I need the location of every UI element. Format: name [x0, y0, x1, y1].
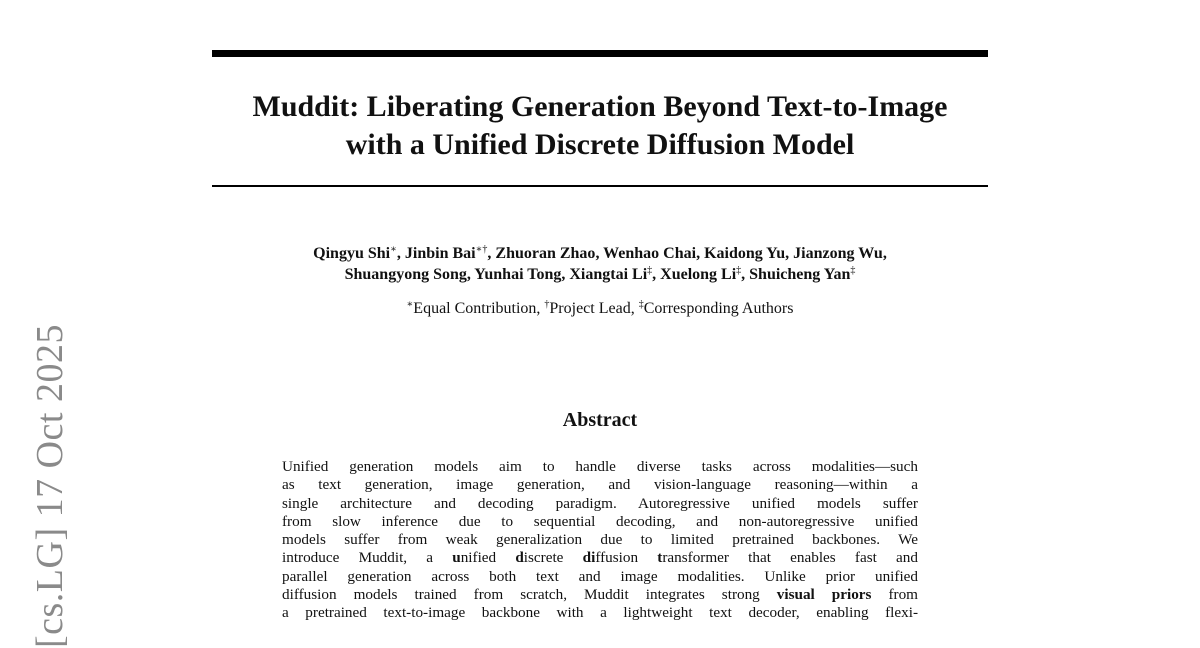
abstract-line [282, 495, 918, 513]
affiliation-text: Equal Contribution, [413, 300, 545, 317]
abstract-segment: Unified generation models aim to handle diverse tasks across modalities—such [282, 458, 918, 475]
abstract-segment: ransformer that enables fast and [662, 549, 918, 567]
author-footnote-mark: ‡ [736, 265, 742, 276]
author-separator: , [785, 245, 794, 262]
author-separator: , [741, 266, 750, 283]
abstract-segment: models suffer from weak generalization due to limited pretrained backbones. We [282, 531, 918, 549]
author-footnote-mark: ∗† [475, 244, 488, 255]
author-name: Xuelong Li [660, 266, 737, 283]
title-line: Muddit: Liberating Generation Beyond Text-to-Image [252, 90, 948, 123]
author-separator: , [466, 266, 475, 283]
affiliation-mark: † [544, 299, 550, 310]
abstract-line [282, 458, 918, 476]
abstract-segment: ffusion [595, 549, 658, 567]
abstract-emphasis: u [452, 549, 461, 567]
affiliation-text: Corresponding Authors [643, 300, 794, 317]
author-footnote-mark: ‡ [850, 265, 856, 276]
author-name: Xiangtai Li [569, 266, 648, 283]
title-line: with a Unified Discrete Diffusion Model [345, 128, 855, 161]
author-name: Shuangyong Song [344, 266, 467, 283]
abstract-segment: from [871, 586, 918, 604]
affiliation-mark: ∗ [406, 299, 414, 310]
abstract-line [282, 586, 918, 604]
author-name: Zhuoran Zhao [495, 245, 596, 262]
abstract-line [282, 549, 918, 567]
title-bottom-rule [212, 185, 988, 187]
author-footnote-mark: ‡ [647, 265, 653, 276]
abstract-line [282, 476, 918, 494]
abstract-emphasis: di [582, 549, 596, 567]
author-name: Shuicheng Yan [749, 266, 851, 283]
abstract-line [282, 604, 918, 622]
abstract-segment: from slow inference due to sequential decoding, and non-autoregressive unified [282, 512, 918, 530]
abstract-emphasis: d [515, 549, 524, 567]
author-line [200, 264, 1000, 285]
author-separator: , [696, 245, 705, 262]
affiliation-mark: ‡ [638, 299, 644, 310]
abstract-text [282, 458, 918, 623]
abstract-segment: single architecture and decoding paradigm. Autoregressive unified models suffer [282, 494, 918, 512]
author-separator: , [487, 245, 496, 262]
abstract-segment: a pretrained text-to-image backbone with a lightweight text decoder, enabling flexi- [282, 604, 918, 622]
abstract-line [282, 568, 918, 586]
arxiv-identifier-stamp: [cs.LG] 17 Oct 2025 [29, 324, 71, 648]
abstract-segment: diffusion models trained from scratch, Muddit integrates strong [282, 586, 777, 604]
paper-title [180, 88, 1020, 164]
abstract-emphasis: visual priors [776, 586, 872, 604]
abstract-segment: parallel generation across both text and image modalities. Unlike prior unified [282, 567, 918, 585]
author-separator: , [595, 245, 604, 262]
abstract-emphasis: t [657, 549, 663, 567]
author-name: Kaidong Yu [704, 245, 786, 262]
author-name: Yunhai Tong [474, 266, 562, 283]
abstract-segment: introduce Muddit, a [282, 549, 453, 567]
author-name: Wenhao Chai [603, 245, 697, 262]
author-separator: , [882, 245, 887, 262]
title-top-rule [212, 50, 988, 57]
author-name: Jianzong Wu [793, 245, 883, 262]
abstract-segment: iscrete [523, 549, 583, 567]
author-separator: , [396, 245, 405, 262]
author-separator: , [652, 266, 661, 283]
author-name: Jinbin Bai [404, 245, 476, 262]
abstract-segment: as text generation, image generation, and vision-language reasoning—within a [282, 476, 918, 494]
author-list [200, 243, 1000, 285]
author-separator: , [561, 266, 570, 283]
affiliation-text: Project Lead, [549, 300, 639, 317]
abstract-line [282, 531, 918, 549]
affiliation-notes [200, 299, 1000, 319]
abstract-heading: Abstract [562, 409, 638, 431]
author-line [200, 243, 1000, 264]
author-footnote-mark: ∗ [390, 244, 397, 255]
abstract-line [282, 513, 918, 531]
author-name: Qingyu Shi [313, 245, 391, 262]
abstract-segment: nified [460, 549, 516, 567]
